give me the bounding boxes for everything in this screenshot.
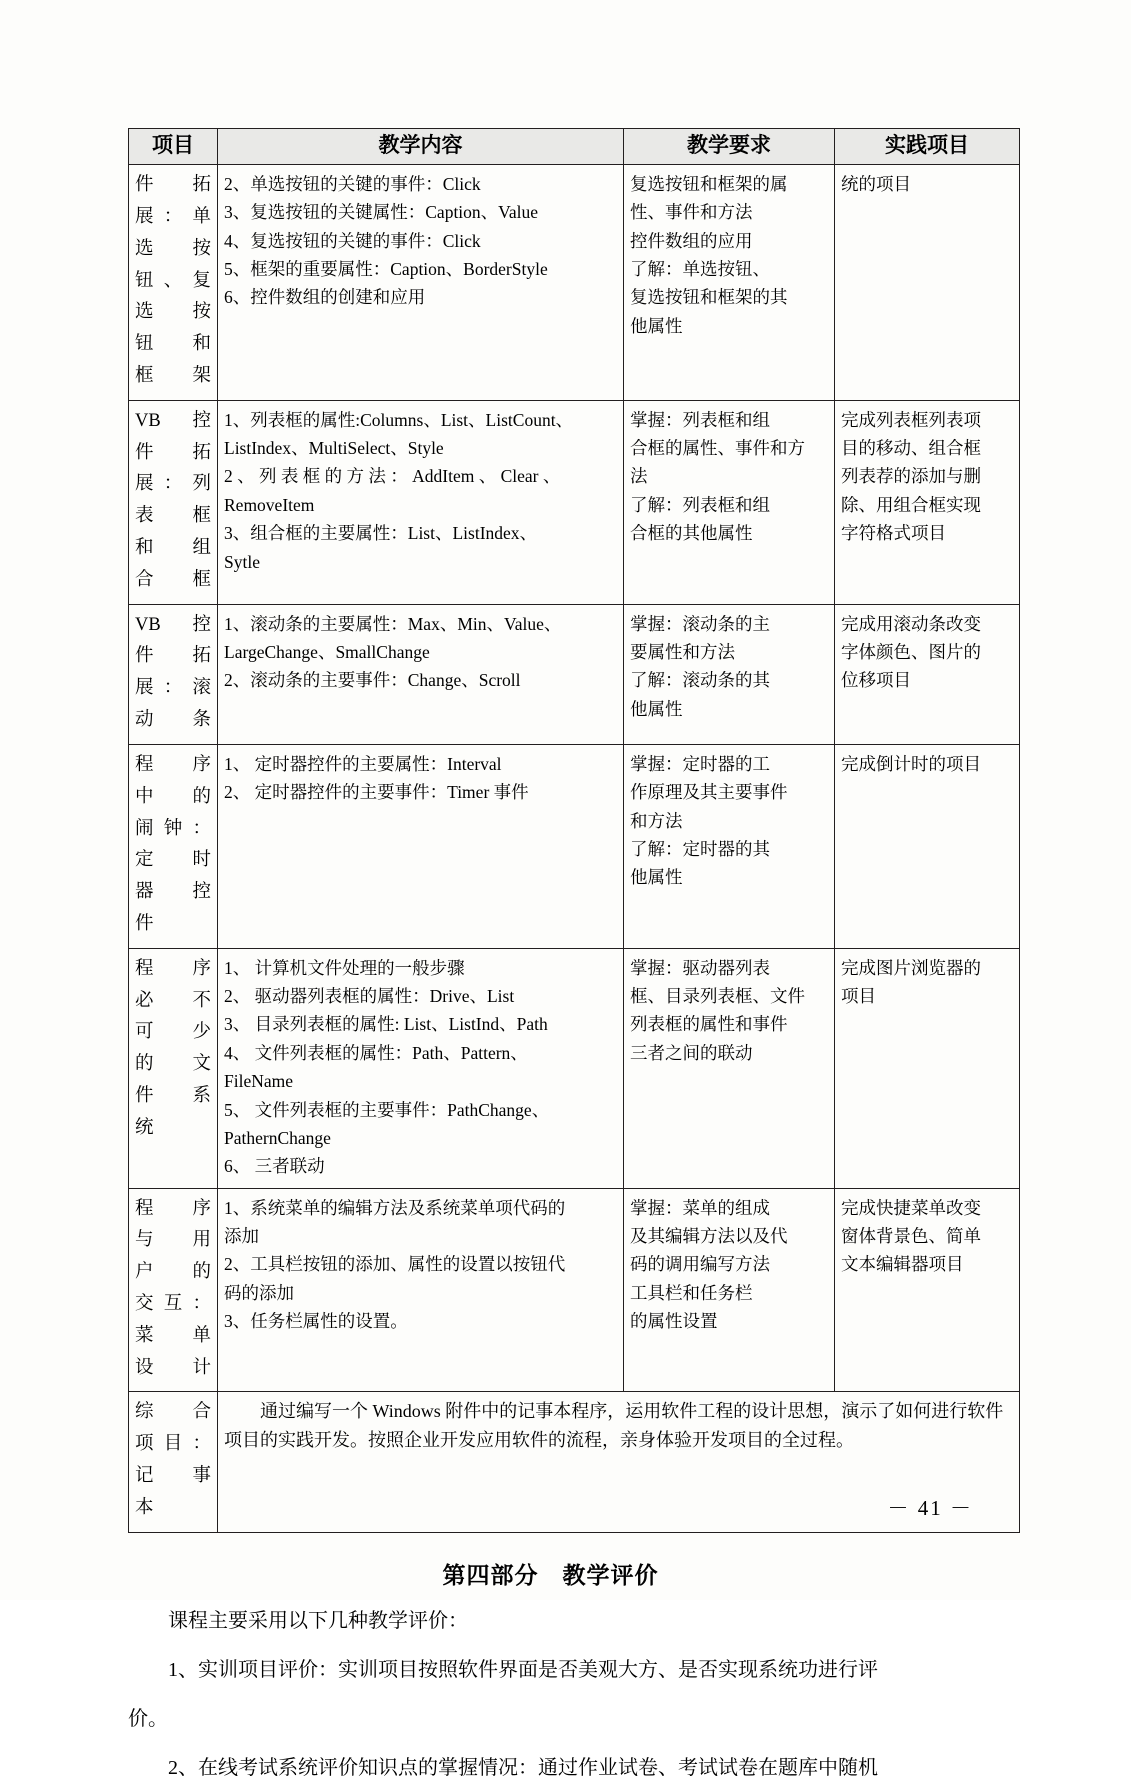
syllabus-table [128, 128, 1020, 1533]
cell-project [129, 165, 218, 401]
requirement-line: 列表框的属性和事件 [630, 1014, 788, 1035]
content-line: 1、系统菜单的编辑方法及系统菜单项代码的 [224, 1197, 566, 1218]
project-line: 的 文 [135, 1054, 211, 1075]
project-line: 与 用 [135, 1230, 211, 1251]
project-line: 记 事 [135, 1466, 211, 1487]
content-line: 码的添加 [224, 1282, 294, 1303]
content-line: 2 、 列 表 框 的 方 法 ： AddItem 、 Clear 、 [224, 466, 561, 487]
cell-practice [835, 948, 1020, 1188]
cell-practice [835, 744, 1020, 948]
paragraph-intro: 课程主要采用以下几种教学评价： [168, 1609, 468, 1632]
requirement-line: 了解：定时器的其 [630, 838, 770, 859]
project-line: 必 不 [135, 990, 211, 1011]
project-line: 件 系 [135, 1086, 211, 1107]
requirement-line: 框、目录列表框、文件 [630, 986, 805, 1007]
section-title: 第四部分 教学评价 [442, 1562, 659, 1588]
cell-project [129, 948, 218, 1188]
practice-line: 完成列表框列表项 [841, 409, 981, 430]
project-line: 件 [135, 913, 154, 934]
content-line: 1、滚动条的主要属性：Max、Min、Value、 [224, 613, 562, 634]
content-line: 3、组合框的主要属性：List、ListIndex、 [224, 523, 538, 544]
cell-content [218, 604, 624, 744]
project-line: VB 控 [135, 410, 211, 431]
cell-practice [835, 1188, 1020, 1392]
requirement-line: 他属性 [630, 867, 683, 888]
practice-line: 除、用组合框实现 [841, 494, 981, 515]
project-line: 菜 单 [135, 1325, 211, 1346]
content-line: Sytle [224, 551, 260, 572]
page-number: － 41 － [887, 1496, 973, 1520]
content-line: 4、复选按钮的关键的事件：Click [224, 230, 481, 251]
cell-content [218, 948, 624, 1188]
cell-practice [835, 165, 1020, 401]
table-row [129, 400, 1020, 604]
project-line: 闹钟： [135, 818, 211, 839]
requirement-line: 性、事件和方法 [630, 202, 753, 223]
cell-project [129, 604, 218, 744]
content-line: 1、列表框的属性:Columns、List、ListCount、 [224, 409, 574, 430]
content-line: LargeChange、SmallChange [224, 642, 430, 662]
requirement-line: 掌握：驱动器列表 [630, 957, 770, 978]
content-line: 2、工具栏按钮的添加、属性的设置以按钮代 [224, 1254, 566, 1275]
requirement-line: 合框的其他属性 [630, 523, 753, 544]
project-line: VB 控 [135, 614, 211, 635]
practice-line: 字符格式项目 [841, 523, 946, 544]
content-line: FileName [224, 1071, 294, 1092]
content-line: 2、 定时器控件的主要事件：Timer 事件 [224, 782, 529, 803]
content-line: PathernChange [224, 1127, 331, 1148]
content-line: 6、控件数组的创建和应用 [224, 287, 426, 308]
requirement-line: 复选按钮和框架的属 [630, 174, 788, 195]
column-header-project: 项目 [129, 129, 218, 165]
table-row [129, 948, 1020, 1188]
cell-content [218, 400, 624, 604]
content-line: 3、任务栏属性的设置。 [224, 1310, 408, 1331]
column-header-requirement: 教学要求 [624, 129, 835, 165]
project-line: 件 拓 [135, 175, 211, 196]
requirement-line: 法 [630, 466, 648, 487]
requirement-line: 掌握：定时器的工 [630, 753, 770, 774]
project-line: 动条 [135, 710, 211, 731]
requirement-line: 作原理及其主要事件 [630, 782, 788, 803]
cell-requirement [624, 744, 835, 948]
project-line: 合框 [135, 569, 211, 590]
requirement-line: 掌握：菜单的组成 [630, 1197, 770, 1218]
project-line: 定 时 [135, 850, 211, 871]
requirement-line: 他属性 [630, 698, 683, 719]
requirement-line: 掌握：列表框和组 [630, 409, 770, 430]
cell-practice [835, 604, 1020, 744]
content-line: 1、 定时器控件的主要属性：Interval [224, 753, 502, 774]
requirement-line: 了解：滚动条的其 [630, 670, 770, 691]
table-header [129, 129, 1020, 165]
requirement-line: 码的调用编写方法 [630, 1254, 770, 1275]
content-line: 2、滚动条的主要事件：Change、Scroll [224, 670, 521, 691]
cell-practice [835, 400, 1020, 604]
project-line: 综 合 [135, 1402, 211, 1423]
practice-line: 位移项目 [841, 670, 911, 691]
requirement-line: 了解：列表框和组 [630, 494, 770, 515]
content-line: 2、 驱动器列表框的属性：Drive、List [224, 986, 515, 1007]
practice-line: 完成用滚动条改变 [841, 613, 981, 634]
content-line: ListIndex、MultiSelect、Style [224, 438, 444, 459]
practice-line: 窗体背景色、简单 [841, 1225, 981, 1246]
project-line: 项目： [135, 1434, 211, 1455]
requirement-line: 和方法 [630, 810, 683, 831]
cell-requirement [624, 165, 835, 401]
cell-content [218, 744, 624, 948]
requirement-line: 复选按钮和框架的其 [630, 287, 788, 308]
practice-line: 文本编辑器项目 [841, 1254, 964, 1275]
practice-line: 统的项目 [841, 174, 911, 195]
project-line: 件 拓 [135, 646, 211, 667]
requirement-line: 控件数组的应用 [630, 230, 753, 251]
project-line: 选 按 [135, 238, 211, 259]
table-row [129, 165, 1020, 401]
cell-requirement [624, 1188, 835, 1392]
project-line: 中 的 [135, 786, 211, 807]
project-line: 程 序 [135, 1198, 211, 1219]
requirement-line: 工具栏和任务栏 [630, 1282, 753, 1303]
requirement-line: 的属性设置 [630, 1310, 718, 1331]
table-row [129, 604, 1020, 744]
practice-line: 完成倒计时的项目 [841, 753, 981, 774]
cell-content [218, 165, 624, 401]
cell-summary-text: 通过编写一个 Windows 附件中的记事本程序，运用软件工程的设计思想，演示了如何进行软件项目的实践开发。按照企业开发应用软件的流程，亲身体验开发项目的全过程。 [218, 1392, 1020, 1532]
project-line: 程 序 [135, 754, 211, 775]
cell-project [129, 744, 218, 948]
table-row-summary [129, 1392, 1020, 1532]
content-line: 添加 [224, 1225, 259, 1246]
project-line: 本 [135, 1497, 154, 1518]
column-header-content: 教学内容 [218, 129, 624, 165]
column-header-practice: 实践项目 [835, 129, 1020, 165]
cell-requirement [624, 948, 835, 1188]
practice-line: 完成快捷菜单改变 [841, 1197, 981, 1218]
project-line: 钮、复 [135, 270, 211, 291]
requirement-line: 他属性 [630, 315, 683, 336]
requirement-line: 要属性和方法 [630, 642, 735, 662]
content-line: 1、 计算机文件处理的一般步骤 [224, 957, 465, 978]
requirement-line: 及其编辑方法以及代 [630, 1225, 788, 1246]
project-line: 钮 和 [135, 334, 211, 355]
paragraph-item-2: 2、在线考试系统评价知识点的掌握情况：通过作业试卷、考试试卷在题库中随机 [168, 1756, 878, 1779]
table-body [129, 165, 1020, 1533]
project-line: 程 序 [135, 958, 211, 979]
project-line: 设计 [135, 1357, 211, 1378]
cell-requirement [624, 400, 835, 604]
content-line: 3、 目录列表框的属性: List、ListInd、Path [224, 1014, 548, 1035]
requirement-line: 了解：单选按钮、 [630, 259, 770, 280]
project-line: 户 的 [135, 1262, 211, 1283]
table-row [129, 744, 1020, 948]
requirement-line: 合框的属性、事件和方 [630, 438, 805, 459]
content-line: 4、 文件列表框的属性：Path、Pattern、 [224, 1042, 528, 1063]
practice-line: 目的移动、组合框 [841, 438, 981, 459]
cell-project [129, 1392, 218, 1532]
content-line: 2、单选按钮的关键的事件：Click [224, 174, 481, 195]
paragraph-item-1: 1、实训项目评价：实训项目按照软件界面是否美观大方、是否实现系统功进行评 [168, 1658, 878, 1681]
cell-project [129, 400, 218, 604]
practice-line: 列表荐的添加与删 [841, 466, 981, 487]
project-line: 可 少 [135, 1022, 211, 1043]
project-line: 选 按 [135, 302, 211, 323]
practice-line: 字体颜色、图片的 [841, 642, 981, 662]
project-line: 和 组 [135, 538, 211, 559]
cell-requirement [624, 604, 835, 744]
page-content [128, 128, 1004, 1786]
requirement-line: 三者之间的联动 [630, 1042, 753, 1063]
project-line: 展：单 [135, 206, 211, 227]
project-line: 器 控 [135, 882, 211, 903]
practice-line: 项目 [841, 986, 876, 1007]
content-line: 6、 三者联动 [224, 1156, 325, 1177]
project-line: 交互： [135, 1293, 211, 1314]
content-line: 5、框架的重要属性：Caption、BorderStyle [224, 259, 548, 280]
table-header-row [129, 129, 1020, 165]
project-line: 件 拓 [135, 442, 211, 463]
content-line: RemoveItem [224, 494, 315, 515]
cell-content [218, 1188, 624, 1392]
project-line: 表 框 [135, 506, 211, 527]
cell-project [129, 1188, 218, 1392]
project-line: 展：滚 [135, 678, 211, 699]
content-line: 5、 文件列表框的主要事件：PathChange、 [224, 1099, 550, 1120]
paragraph-item-1-cont: 价。 [128, 1707, 168, 1730]
project-line: 统 [135, 1117, 154, 1138]
project-line: 框架 [135, 365, 211, 386]
practice-line: 完成图片浏览器的 [841, 957, 981, 978]
table-row [129, 1188, 1020, 1392]
project-line: 展：列 [135, 474, 211, 495]
content-line: 3、复选按钮的关键属性：Caption、Value [224, 202, 539, 223]
requirement-line: 掌握：滚动条的主 [630, 613, 770, 634]
